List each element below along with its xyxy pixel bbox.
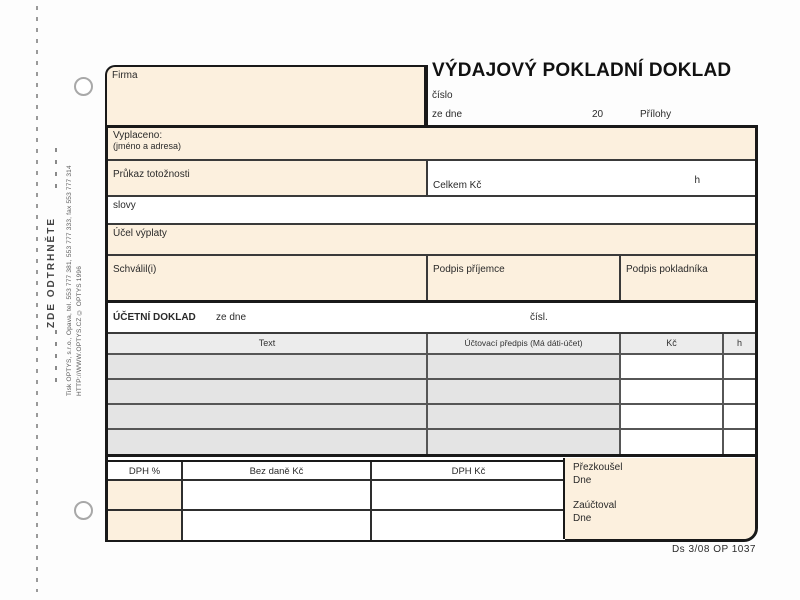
acct-empty-cell bbox=[621, 405, 724, 430]
cisl-label: čísl. bbox=[530, 312, 548, 323]
acct-empty-cell bbox=[621, 380, 724, 405]
podpis-pokladnika-label: Podpis pokladníka bbox=[626, 264, 708, 275]
acct-header-h: h bbox=[724, 334, 755, 355]
dph-empty-cell bbox=[108, 481, 183, 511]
printer-info-line: Tisk OPTYS, s.r.o., Opava, tel. 553 777 381, 553 777 333, fax 553 777 314 bbox=[66, 165, 73, 396]
acct-header-kc: Kč bbox=[621, 334, 724, 355]
ze-dne-label: ze dne bbox=[432, 109, 463, 120]
dph-empty-cell bbox=[108, 511, 183, 540]
tear-here-label: ZDE ODTRHNĚTE bbox=[46, 217, 57, 328]
form-body bbox=[105, 125, 758, 542]
haler-label: h bbox=[694, 175, 700, 186]
firma-label: Firma bbox=[112, 70, 138, 81]
dph-header-dph-kc: DPH Kč bbox=[372, 462, 565, 481]
accounting-table bbox=[108, 334, 755, 457]
podpis-prijemce-cell bbox=[428, 256, 621, 300]
acct-empty-cell bbox=[724, 355, 755, 380]
vyplaceno-row bbox=[108, 128, 755, 161]
acct-empty-cell bbox=[108, 380, 428, 405]
ucetni-doklad-label: ÚČETNÍ DOKLAD bbox=[113, 312, 196, 323]
dph-table bbox=[108, 460, 565, 540]
zauctoval-label: Zaúčtoval bbox=[573, 500, 617, 511]
tear-dash-bottom bbox=[55, 330, 57, 386]
slovy-row bbox=[108, 197, 755, 225]
acct-empty-cell bbox=[428, 430, 621, 454]
acct-empty-cell bbox=[108, 430, 428, 454]
ucetni-doklad-row bbox=[108, 306, 755, 334]
celkem-label: Celkem Kč bbox=[433, 180, 482, 191]
acct-empty-cell bbox=[621, 355, 724, 380]
acct-empty-cell bbox=[724, 380, 755, 405]
acct-empty-cell bbox=[428, 355, 621, 380]
acct-empty-cell bbox=[428, 405, 621, 430]
dph-header-percent: DPH % bbox=[108, 462, 183, 481]
perforation-dashed-line bbox=[36, 6, 38, 592]
dph-header-bez-dane: Bez daně Kč bbox=[183, 462, 372, 481]
signatures-row bbox=[108, 256, 755, 303]
schvalil-label: Schválil(i) bbox=[113, 264, 157, 275]
ucel-row bbox=[108, 225, 755, 256]
acct-header-predpis: Účtovací předpis (Má dáti-účet) bbox=[428, 334, 621, 355]
acct-empty-cell bbox=[428, 380, 621, 405]
cislo-label: číslo bbox=[432, 90, 453, 101]
firma-box bbox=[105, 65, 428, 128]
dph-empty-cell bbox=[372, 481, 565, 511]
form-title: VÝDAJOVÝ POKLADNÍ DOKLAD bbox=[432, 60, 732, 81]
acct-empty-cell bbox=[621, 430, 724, 454]
dph-empty-cell bbox=[372, 511, 565, 540]
schvalil-cell bbox=[108, 256, 428, 300]
dne-label: Dne bbox=[573, 475, 592, 486]
ucel-label: Účel výplaty bbox=[113, 228, 167, 239]
vyplaceno-sublabel: (jméno a adresa) bbox=[113, 141, 182, 151]
prukaz-celkem-row bbox=[108, 161, 755, 197]
prukaz-cell bbox=[108, 161, 428, 197]
punch-hole-bottom bbox=[74, 501, 93, 520]
year-prefix: 20 bbox=[592, 109, 604, 120]
celkem-cell bbox=[428, 161, 755, 197]
punch-hole-top bbox=[74, 77, 93, 96]
check-posting-box bbox=[563, 458, 755, 539]
podpis-pokladnika-cell bbox=[621, 256, 755, 300]
vyplaceno-label: Vyplaceno: bbox=[113, 130, 163, 141]
prukaz-label: Průkaz totožnosti bbox=[113, 169, 190, 180]
printer-info-line: HTTP://WWW.OPTYS.CZ © OPTYS 1996 bbox=[76, 265, 83, 396]
tear-dash-top bbox=[55, 148, 57, 194]
dph-empty-cell bbox=[183, 511, 372, 540]
ucetni-ze-dne-label: ze dne bbox=[216, 312, 247, 323]
prilohy-label: Přílohy bbox=[640, 109, 672, 120]
prezkousel-label: Přezkoušel bbox=[573, 462, 623, 473]
acct-empty-cell bbox=[108, 405, 428, 430]
slovy-label: slovy bbox=[113, 200, 136, 211]
dph-empty-cell bbox=[183, 481, 372, 511]
acct-empty-cell bbox=[108, 355, 428, 380]
form-code: Ds 3/08 OP 1037 bbox=[671, 544, 756, 555]
podpis-prijemce-label: Podpis příjemce bbox=[433, 264, 505, 275]
dne-label: Dne bbox=[573, 513, 592, 524]
acct-empty-cell bbox=[724, 430, 755, 454]
acct-header-text: Text bbox=[108, 334, 428, 355]
acct-empty-cell bbox=[724, 405, 755, 430]
